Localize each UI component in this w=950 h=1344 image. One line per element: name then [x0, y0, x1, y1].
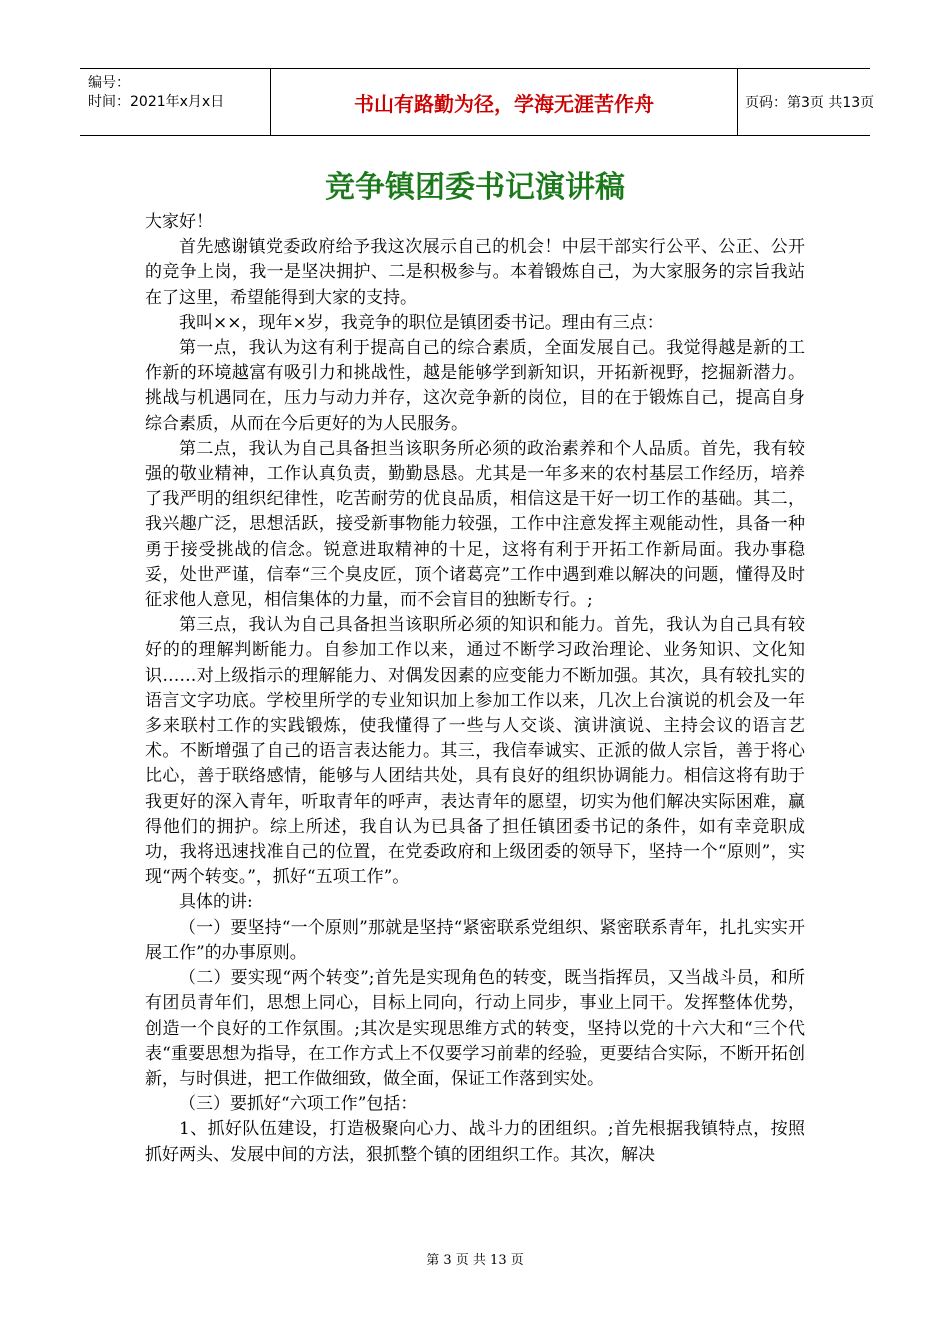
document-number-label: 编号： [88, 75, 130, 91]
paragraph: 第三点，我认为自己具备担当该职所必须的知识和能力。首先，我认为自己具有较好的的理解判断能力。自参加工作以来，通过不断学习政治理论、业务知识、文化知识……对上级指示的理解能力、对偶发因素的应变能力不断加强。其次，具有较扎实的语言文字功底。学校里所学的专业知识加上参加工作以来，几次上台演说的机会及一年多来联村工作的实践锻炼，使我懂得了一些与人交谈、演讲演说、主持会议的语言艺术。不断增强了自己的语言表达能力。其三，我信奉诚实、正派的做人宗旨，善于将心比心，善于联络感情，能够与人团结共处，具有良好的组织协调能力。相信这将有助于我更好的深入青年，听取青年的呼声，表达青年的愿望，切实为他们解决实际困难，赢得他们的拥护。综上所述，我自认为已具备了担任镇团委书记的条件，如有幸竞职成功，我将迅速找准自己的位置，在党委政府和上级团委的领导下，坚持一个“原则”，实现“两个转变。”，抓好“五项工作”。 [145, 615, 805, 888]
paragraph: 首先感谢镇党委政府给予我这次展示自己的机会！中层干部实行公平、公正、公开的竞争上岗，我一是坚决拥护、二是积极参与。本着锻炼自己，为大家服务的宗旨我站在了这里，希望能得到大家的支持。 [145, 237, 805, 308]
header-meta [80, 69, 270, 135]
document-body [145, 210, 805, 1168]
document-title: 竞争镇团委书记演讲稿 [325, 170, 625, 205]
header-motto: 书山有路勤为径，学海无涯苦作舟 [270, 69, 738, 135]
paragraph: （二）要实现“两个转变”;首先是实现角色的转变，既当指挥员，又当战斗员，和所有团员青年们，思想上同心，目标上同向，行动上同步，事业上同干。发挥整体优势，创造一个良好的工作氛围。;其次是实现思维方式的转变，坚持以党的十六大和“三个代表“重要思想为指导，在工作方式上不仅要学习前辈的经验，更要结合实际，不断开拓创新，与时俱进，把工作做细致，做全面，保证工作落到实处。 [145, 968, 805, 1089]
paragraph: （三）要抓好“六项工作”包括： [179, 1094, 418, 1115]
paragraph: 具体的讲: [179, 892, 253, 913]
paragraph-greeting: 大家好！ [145, 212, 213, 232]
page-footer: 第 3 页 共 13 页 [426, 1253, 524, 1268]
paragraph: 第二点，我认为自己具备担当该职务所必须的政治素养和个人品质。首先，我有较强的敬业精神，工作认真负责，勤勤恳恳。尤其是一年多来的农村基层工作经历，培养了我严明的组织纪律性，吃苦耐劳的优良品质，相信这是干好一切工作的基础。其二，我兴趣广泛，思想活跃，接受新事物能力较强，工作中注意发挥主观能动性，具备一种勇于接受挑战的信念。锐意进取精神的十足，这将有利于开拓工作新局面。我办事稳妥，处世严谨，信奉“三个臭皮匠，顶个诸葛亮”工作中遇到难以解决的问题，懂得及时征求他人意见，相信集体的力量，而不会盲目的独断专行。; [145, 438, 805, 611]
document-date-label: 时间：2021年x月x日 [88, 94, 225, 110]
paragraph: 第一点，我认为这有利于提高自己的综合素质，全面发展自己。我觉得越是新的工作新的环境越富有吸引力和挑战性，越是能够学到新知识，开拓新视野，挖掘新潜力。挑战与机遇同在，压力与动力并存，这次竞争新的岗位，目的在于锻炼自己，提高自身综合素质，从而在今后更好的为人民服务。 [145, 338, 805, 434]
paragraph: 1、抓好队伍建设，打造极聚向心力、战斗力的团组织。;首先根据我镇特点，按照抓好两头、发展中间的方法，狠抓整个镇的团组织工作。其次，解决 [145, 1119, 805, 1165]
header-page-info: 页码：第3页 共13页 [745, 95, 875, 111]
page-header [80, 68, 875, 136]
paragraph: （一）要坚持“一个原则”那就是坚持“紧密联系党组织、紧密联系青年，扎扎实实开展工作”的办事原则。 [145, 917, 805, 963]
paragraph: 我叫××，现年×岁，我竞争的职位是镇团委书记。理由有三点： [179, 312, 664, 333]
